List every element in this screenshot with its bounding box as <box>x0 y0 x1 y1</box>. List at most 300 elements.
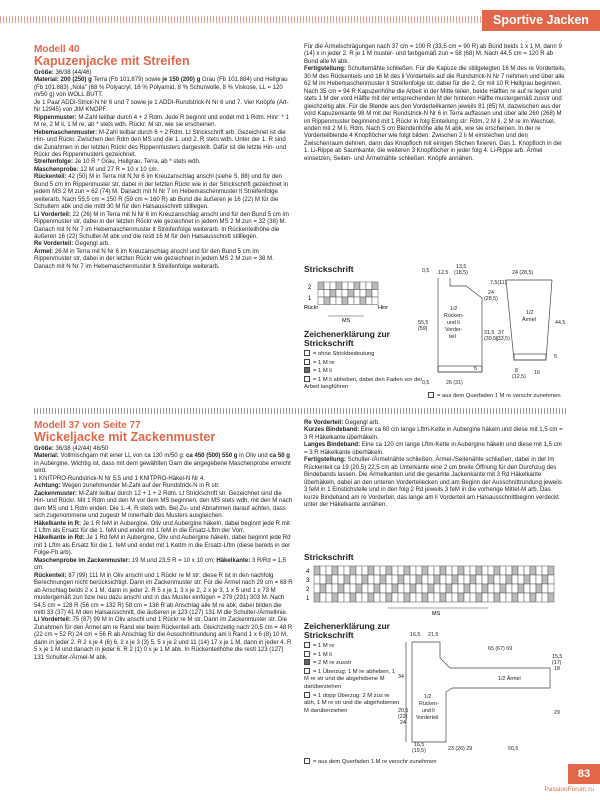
chart-cell <box>314 575 320 584</box>
chart-cell <box>464 566 470 575</box>
svg-text:Rücken-: Rücken- <box>444 313 464 319</box>
stitch-symbol-icon <box>304 642 310 648</box>
chart-cell <box>386 584 392 593</box>
chart-cell <box>326 593 332 602</box>
legend-item: = 1 M li abheben, dabei den Faden vor der Arbeit langführen <box>304 376 423 391</box>
svg-text:24: 24 <box>488 290 494 296</box>
chart-cell <box>354 282 360 290</box>
chart-cell <box>518 584 524 593</box>
chart-cell <box>500 584 506 593</box>
model37-kicker: Modell 37 von Seite 77 <box>34 420 141 431</box>
paragraph: Achtung: Wegen zunehmender M-Zahl auf der Rundstrick-N in R str. <box>34 483 220 490</box>
chart-cell <box>512 593 518 602</box>
chart-cell <box>512 584 518 593</box>
chart-cell <box>524 584 530 593</box>
chart-cell <box>476 593 482 602</box>
chart-cell <box>536 593 542 602</box>
chart-cell <box>350 584 356 593</box>
chart-cell <box>458 566 464 575</box>
chart-cell <box>336 282 342 290</box>
chart-cell <box>404 584 410 593</box>
svg-text:(19,5): (19,5) <box>412 748 426 754</box>
chart-cell <box>494 584 500 593</box>
paragraph: Zackenmuster: M-Zahl teilbar durch 12 + 1 + 2 Rdm. Lt Strickschrift str. Gezeichnet sind die Hin- und Rückr. Mit 1 Rdm und den M vor dem MS beginnen, den MS stets wdh, mit den M nach dem MS und 1 Rdm enden. Die 1.-4. R stets wdh. Bei Zu- und Abnahmen darauf achten, dass sich zugenommene und zugestr M innerhalb des Musters ausgleichen. <box>34 490 293 520</box>
svg-text:26 (31): 26 (31) <box>446 380 463 386</box>
svg-text:(17): (17) <box>552 660 562 666</box>
chart-cell <box>338 566 344 575</box>
chart-cell <box>434 593 440 602</box>
chart-cell <box>362 566 368 575</box>
chart-cell <box>350 575 356 584</box>
chart-cell <box>512 575 518 584</box>
chart-cell <box>336 290 342 298</box>
chart-cell <box>470 575 476 584</box>
stitch-symbol-icon <box>304 651 310 657</box>
chart-cell <box>506 575 512 584</box>
paragraph: Maschenprobe: 12 M und 27 R = 10 x 10 cm. <box>34 166 159 173</box>
page-number: 83 <box>568 764 600 784</box>
chart-row-2: 2 <box>308 285 312 291</box>
model40-chart-title: Strickschrift <box>304 264 354 274</box>
chart-cell <box>368 566 374 575</box>
chart-cell <box>422 575 428 584</box>
svg-text:20,5: 20,5 <box>398 708 409 714</box>
svg-text:7,5(11): 7,5(11) <box>490 280 507 286</box>
model40-stitch-chart <box>304 276 404 328</box>
svg-text:50,5: 50,5 <box>508 746 519 752</box>
section-divider <box>34 408 566 414</box>
chart-cell <box>386 575 392 584</box>
chart-cell <box>342 297 348 305</box>
chart-cell <box>332 575 338 584</box>
chart-cell <box>446 575 452 584</box>
chart-cell <box>542 575 548 584</box>
chart-cell <box>500 566 506 575</box>
svg-text:(59): (59) <box>418 326 428 332</box>
chart-cell <box>314 584 320 593</box>
page-header <box>0 0 600 34</box>
stitch-symbol-icon <box>304 350 310 356</box>
chart-cell <box>542 593 548 602</box>
svg-text:16,5: 16,5 <box>414 742 425 748</box>
svg-text:1/2: 1/2 <box>526 310 534 316</box>
chart-cell <box>428 584 434 593</box>
chart-cell <box>434 584 440 593</box>
chart-cell <box>392 584 398 593</box>
paragraph: 1 KNITPRO-Rundstrick-N Nr 5,5 und 1 KNITPRO-Häkel-N Nr 4. <box>34 475 206 482</box>
legend-item: = 1 Überzug: 1 M re abheben, 1 M re str und die abgehobene M darüberziehen <box>304 668 396 690</box>
svg-text:und li: und li <box>447 320 460 326</box>
chart-cell <box>458 593 464 602</box>
model37-right-column <box>304 420 566 509</box>
chart-cell <box>506 566 512 575</box>
chart-cell <box>372 282 378 290</box>
chart-cell <box>314 566 320 575</box>
paragraph: Li Vorderteil: 75 (87) 99 M in Oliv anschl und 1 Rückr re M str. Dann im Zackenmuster str. Die Zunahmen für den Ärmel am re Rand wie beim Rückenteil arb. Gleichzeitig nach 20,5 cm = 48 R (22 cm = 52 R) 24 cm = 56 R ab Anschlag für die Ausschnittrundung am li Rand 1 x 6 (8) 10 M, dann in jeder 2. R 2 x je 4 (6) 6, 2 x je 3 (3) 5, 5 x je 2 und 11 (14) 17 x je 1 M, dann in jeder 4. R 5 x je 1 M und danach in jeder 6. R 2 (1) 0 x je 1 M abk. In Rückenteilhöhe die restl 123 (127) 131 Schulter-/Ärmel-M abk. <box>34 617 293 661</box>
paragraph: Häkelkante in Rd: Je 1 Rd feM in Aubergine, Oliv und Aubergine häkeln, dabei beginnt jede Rd mit 1 Lftm als Ersatz für die 1. feM und endet mit 1 Kettm in die Ersatz-Lftm (diese bereits in der Folge-Fb arb). <box>34 535 291 557</box>
chart-cell <box>336 297 342 305</box>
model40-finishing-text <box>304 44 566 163</box>
paragraph: Ärmel: 26 M in Terra mit N Nr 6 im Kreuzanschlag anschl und für den Bund 5 cm im Rippenmuster str, dabei in der letzten Rückr wie gezeichnet in jedem MS 2 M zun = 38 M. Danach mit N Nr 7 im Hebemaschenmuster lt Streifenfolge weiterarb. <box>34 248 274 270</box>
svg-text:(33,5): (33,5) <box>496 336 510 342</box>
chart-cell <box>416 566 422 575</box>
chart-cell <box>524 575 530 584</box>
chart-cell <box>332 584 338 593</box>
chart-cell <box>342 290 348 298</box>
svg-text:8: 8 <box>515 368 518 374</box>
svg-text:Vorderteil: Vorderteil <box>416 715 439 721</box>
chart-cell <box>326 584 332 593</box>
svg-text:(30,5): (30,5) <box>484 336 498 342</box>
svg-text:Rücken-: Rücken- <box>419 701 439 707</box>
chart-grid <box>318 282 378 305</box>
chart-cell <box>320 566 326 575</box>
paragraph: Je 1 Paar ADDI-Strick-N Nr 6 und 7 sowie je 1 ADDI-Rundstrick-N Nr 6 und 7. Vier Knöpfe (Art-Nr 12945) von JIM KNOPF. <box>34 99 289 114</box>
chart-cell <box>372 290 378 298</box>
chart-cell <box>548 584 554 593</box>
svg-text:1/2: 1/2 <box>450 306 458 312</box>
chart-hinr: Hinr <box>378 305 389 311</box>
paragraph: Langes Bindeband: Eine ca 120 cm lange Lftm-Kette in Aubergine häkeln und diese mit 1,5 cm = 3 R Häkelkante überhäkeln. <box>304 442 562 456</box>
chart-cell <box>348 297 354 305</box>
paragraph: Hebemaschenmuster: M-Zahl teilbar durch 6 + 2 Rdm. Lt Strickschrift arb. Gezeichnet ist die Hin- und Rückr. Zwischen den Rdm den MS und die 1. und 2. R stets wdh. Unter der 1. R sind die Zunahmen in der letzten Rückr des Rippenmusters dargestellt. Dafür ist die letzte Hin- und Rückr des Rippenmusters gezeichnet. <box>34 129 287 158</box>
model37-finishing-text <box>304 420 566 509</box>
chart-cell <box>500 593 506 602</box>
chart-cell <box>452 593 458 602</box>
chart-cell <box>446 584 452 593</box>
chart-cell <box>366 290 372 298</box>
chart-cell <box>360 297 366 305</box>
chart-cell <box>530 593 536 602</box>
chart-cell <box>470 593 476 602</box>
paragraph: Rückenteil: 87 (99) 111 M in Oliv anschl und 1 Rückr re M str; diese R ist in den nachfolg Berechnungen nicht berücksichtigt. Dann im Zackenmuster str. Für die Ärmel nach 29 cm = 68 R ab Anschlag beids 2 x 1 M, dann in jeder 2. R 5 x je 1, 3 x je 2, 2 x je 3, 1 x 5 und 1 x 73 M mustergemäß zun bzw neu dazu anschl und in das Muster einfügen = 279 (291) 303 M. Nach 54,5 cm = 128 R (56 cm = 132 R) 58 cm = 136 R ab Anschlag alle M re abk, dabei bilden die mittl 33 (37) 41 M den Halsausschnitt, die äußeren je 123 (127) 131 M die Schulter-/Ärmellinie. <box>34 572 293 616</box>
chart-cell <box>410 566 416 575</box>
stitch-symbol-icon <box>304 376 310 382</box>
stitch-symbol-icon <box>304 692 310 698</box>
chart-cell <box>392 575 398 584</box>
chart-cell <box>518 593 524 602</box>
chart-cell <box>524 566 530 575</box>
model40-legend-items <box>304 350 424 392</box>
chart-cell <box>494 566 500 575</box>
legend-item: = 1 M li <box>304 651 400 660</box>
chart-cell <box>422 593 428 602</box>
svg-text:24: 24 <box>400 720 406 726</box>
paragraph: Maschenprobe im Zackenmuster: 19 M und 23,5 R = 10 x 10 cm; Häkelkante: 3 R/Rd = 1,5 cm. <box>34 557 287 572</box>
model40-left-column <box>34 44 294 271</box>
svg-text:16: 16 <box>534 370 540 376</box>
legend-item: = 1 M li <box>304 367 424 376</box>
model40-title: Kapuzenjacke mit Streifen <box>34 54 190 68</box>
chart-cell <box>344 584 350 593</box>
svg-text:5: 5 <box>554 354 557 360</box>
chart-cell <box>530 584 536 593</box>
chart-cell <box>380 575 386 584</box>
chart-cell <box>464 584 470 593</box>
model37-instructions <box>34 446 294 662</box>
chart-cell <box>368 593 374 602</box>
svg-text:23 (26) 29: 23 (26) 29 <box>448 746 473 752</box>
paragraph: Material: Vollmischgarn mit einer LL von ca 130 m/50 g: ca 450 (500) 550 g in Oliv und ca 50 g in Aubergine. Wichtig ist, dass mit dem gewählten Garn die angegebene Maschenprobe erreicht wird. <box>34 453 291 475</box>
chart-cell <box>386 566 392 575</box>
chart-cell <box>506 593 512 602</box>
svg-text:1/2: 1/2 <box>424 694 432 700</box>
chart-cell <box>380 584 386 593</box>
chart-cell <box>356 575 362 584</box>
chart-cell <box>326 566 332 575</box>
chart-cell <box>330 290 336 298</box>
chart-cell <box>354 297 360 305</box>
svg-text:3: 3 <box>306 578 310 584</box>
chart-cell <box>536 575 542 584</box>
model40-right-column <box>304 44 566 163</box>
chart-cell <box>488 566 494 575</box>
chart-cell <box>536 566 542 575</box>
paragraph: Re Vorderteil: Gegengl arb. <box>304 420 380 426</box>
chart-cell <box>368 584 374 593</box>
chart-cell <box>422 584 428 593</box>
chart-cell <box>452 584 458 593</box>
model40-schematic <box>418 262 568 390</box>
chart-cell <box>386 593 392 602</box>
paragraph: Fertigstellung: Schulternähte schließen. Für die Kapuze die stillgelegten 16 M des re Vorderteils, 30 M des Rückenteils und 16 M des li Vorderteils auf die Rundstrick-N Nr 7 nehmen und über alle 62 M im Hebemaschenmuster lt Streifenfolge str, dabei für die 2. Gr mit 10 R Hellgrau beginnen. Nach 35 cm = 94 R Kapuzenhöhe die Arbeit in der Mitte teilen, beide Hälften re auf re legen und stets 1 M der vord Hälfte mit der entsprechenden M der hinteren Hälfte mustergemäß zusstr und gleichzeitig abk. Für die Blende aus den Vorderteilkanten jeweils 81 (85) M, dazwischen aus der vord Kapuzenkante 98 M mit der Rundstrick-N Nr 6 in Terra auffassen und über alle 260 (268) M im Rippenmuster beginnend mit 1 Rückr in folg Einteilung str: Rdm, 2 M li, 2 M re im Wechsel, enden mit 2 M li, Rdm. Nach 5 cm Blendenhöhe alle M abk, wie sie erscheinen. In der re Vorderteilblende 4 Knopflöcher wie folgt bilden: Zwischen 2 li M einstechen und den Zwischenraum dehnen, dann das Knopfloch mit einigen Stichen fixieren. Das 1. Knopfloch in der 1. Li-Rippe ab Saumkante, die weiteren 3 Knopflöcher in jeder folg 4. Li-Rippe arb. Ärmel einsetzen, Seiten- und Ärmelnähte schließen. Knöpfe annähen. <box>304 66 566 162</box>
chart-cell <box>350 593 356 602</box>
chart-cell <box>338 593 344 602</box>
chart-cell <box>318 297 324 305</box>
chart-cell <box>548 566 554 575</box>
chart-cell <box>324 297 330 305</box>
chart-cell <box>542 566 548 575</box>
chart-cell <box>548 593 554 602</box>
chart-cell <box>476 566 482 575</box>
svg-text:5: 5 <box>474 366 477 372</box>
chart-cell <box>398 575 404 584</box>
chart-cell <box>434 566 440 575</box>
chart-cell <box>318 282 324 290</box>
model40-instructions <box>34 70 294 271</box>
legend-item: = 1 dopp Überzug: 2 M zus re abh, 1 M re str und die abgehobenen M darüberziehen <box>304 692 400 714</box>
chart-cell <box>392 566 398 575</box>
chart-cell <box>374 593 380 602</box>
chart-cell <box>416 593 422 602</box>
model37-chart-title: Strickschrift <box>304 552 354 562</box>
model37-legend-items <box>304 642 400 715</box>
chart-cell <box>458 584 464 593</box>
model40-legend-note: = aus dem Querfaden 1 M re verschr zunehmen <box>428 392 568 401</box>
svg-text:MS: MS <box>432 611 441 616</box>
chart-cell <box>348 282 354 290</box>
chart-cell <box>482 584 488 593</box>
model37-legend <box>304 622 400 715</box>
chart-cell <box>356 566 362 575</box>
chart-cell <box>362 584 368 593</box>
svg-text:2: 2 <box>306 587 310 593</box>
chart-cell <box>446 593 452 602</box>
chart-grid <box>314 566 554 602</box>
model37-stitch-chart <box>304 564 566 616</box>
chart-cell <box>428 566 434 575</box>
chart-cell <box>332 566 338 575</box>
paragraph: Für die Ärmelschrägungen nach 37 cm = 100 R (33,5 cm = 90 R) ab Bund beids 1 x 1 M, dann 9 (14) x in jeder 2. R je 1 M muster- und farbgemäß zun = 58 (68) M. Nach 44,5 cm = 120 R ab Bund alle M abk. <box>304 44 562 65</box>
chart-cell <box>404 575 410 584</box>
chart-cell <box>342 282 348 290</box>
chart-cell <box>476 584 482 593</box>
chart-cell <box>434 575 440 584</box>
chart-cell <box>398 566 404 575</box>
svg-text:0,5: 0,5 <box>422 380 430 386</box>
header-dotted-rule <box>0 16 484 23</box>
chart-cell <box>416 575 422 584</box>
chart-cell <box>428 575 434 584</box>
chart-ms: MS <box>342 318 351 324</box>
sleeve-bund <box>514 354 546 360</box>
chart-cell <box>404 566 410 575</box>
chart-cell <box>488 575 494 584</box>
model40-legend-title: Zeichenerklärung zur Strickschrift <box>304 329 390 348</box>
chart-cell <box>428 593 434 602</box>
chart-cell <box>362 593 368 602</box>
chart-cell <box>458 575 464 584</box>
chart-cell <box>320 593 326 602</box>
chart-cell <box>452 575 458 584</box>
chart-cell <box>320 575 326 584</box>
chart-cell <box>542 584 548 593</box>
svg-text:0,5: 0,5 <box>422 268 430 274</box>
model40-legend <box>304 330 424 392</box>
model37-legend-note: = aus dem Querfaden 1 M re verschr zunehmen <box>304 758 564 767</box>
svg-text:37: 37 <box>498 330 504 336</box>
svg-text:15,5: 15,5 <box>552 654 563 660</box>
chart-cell <box>368 575 374 584</box>
chart-cell <box>464 593 470 602</box>
chart-cell <box>374 575 380 584</box>
chart-cell <box>318 290 324 298</box>
chart-cell <box>494 593 500 602</box>
svg-text:1: 1 <box>306 596 310 602</box>
paragraph: Li Vorderteil: 22 (26) M in Terra mit N Nr 6 im Kreuzanschlag anschl und für den Bund 5 cm im Rippenmuster str, dabei in der letzten Rückr wie gezeichnet in jedem MS 2 M zun = 32 (38) M. Danach mit N Nr 7 im Hebemaschenmuster lt Streifenfolge weiterarb. In Rückenteilhöhe die äußeren 16 (22) Schulter-M abk und die restl 16 M für den Halsausschnitt stilllegen. <box>34 211 289 240</box>
model37-schematic <box>398 628 568 756</box>
paragraph: Material: 200 (250) g Terra (Fb 101.879) sowie je 150 (200) g Grau (Fb 101.884) und Hellgrau (Fb 101.883) „Nola" (68 % Polyacryl, 16 % Polyamid, 8 % Schurwolle, 8 % Viskose, LL = 120 m/50 g) von WOLL BUTT. <box>34 77 288 99</box>
svg-text:(12,5): (12,5) <box>512 374 526 380</box>
chart-cell <box>324 290 330 298</box>
svg-text:Ärmel: Ärmel <box>522 317 536 323</box>
chart-cell <box>374 584 380 593</box>
chart-cell <box>380 593 386 602</box>
chart-cell <box>464 575 470 584</box>
front-sleeve-outline <box>412 642 550 742</box>
chart-cell <box>360 282 366 290</box>
chart-cell <box>410 575 416 584</box>
chart-cell <box>326 575 332 584</box>
chart-cell <box>530 566 536 575</box>
chart-cell <box>348 290 354 298</box>
svg-text:(22): (22) <box>398 714 408 720</box>
chart-cell <box>344 566 350 575</box>
chart-cell <box>470 566 476 575</box>
chart-cell <box>374 566 380 575</box>
chart-cell <box>482 593 488 602</box>
svg-text:24 (28,5): 24 (28,5) <box>512 270 534 276</box>
chart-row-1: 1 <box>308 296 312 302</box>
legend-item: = 2 M re zusstr <box>304 659 400 668</box>
chart-cell <box>440 584 446 593</box>
chart-cell <box>440 575 446 584</box>
chart-cell <box>500 575 506 584</box>
chart-cell <box>476 575 482 584</box>
svg-text:4: 4 <box>306 569 310 575</box>
chart-cell <box>470 584 476 593</box>
chart-cell <box>518 566 524 575</box>
chart-cell <box>314 593 320 602</box>
legend-item: = 1 M re <box>304 359 424 368</box>
chart-cell <box>380 566 386 575</box>
legend-item: = ohne Strickbedeutung <box>304 350 424 359</box>
chart-rueckr: Rückr <box>304 305 319 311</box>
svg-text:(28,5): (28,5) <box>484 296 498 302</box>
back-front-outline <box>438 278 482 372</box>
svg-text:34: 34 <box>398 674 404 680</box>
svg-text:65 (67) 69: 65 (67) 69 <box>488 646 513 652</box>
chart-cell <box>488 593 494 602</box>
chart-cell <box>392 593 398 602</box>
chart-cell <box>350 566 356 575</box>
model40-kicker: Modell 40 <box>34 44 80 55</box>
chart-cell <box>366 282 372 290</box>
chart-cell <box>356 584 362 593</box>
chart-cell <box>398 584 404 593</box>
chart-cell <box>440 593 446 602</box>
chart-cell <box>518 575 524 584</box>
chart-cell <box>372 297 378 305</box>
chart-cell <box>524 593 530 602</box>
chart-cell <box>344 575 350 584</box>
paragraph: Fertigstellung: Schulter-/Ärmelnähte schließen. Ärmel-/Seitenähte schließen, dabei in der im Rückenteil ca 19 (20,5) 22,5 cm ab Unterkante eine 2 cm breite Öffnung für den Durchzug des Bindebands lassen. Die Ärmelkanten und die gesamte Jackenkante mit 3 Rd Häkelkante überhäkeln, dabei an den unteren Vorderteilecken und am Beginn der Ausschnittrundung jeweils 3 feM in 1 Einstichstelle und in den folg 2 Rd jeweils 3 feM in die vorherige Mittel-M arb. Das kurze Bindeband am re Vorderteil, das lange am li Vorderteil am Halsausschnittbeginn verdeckt unter der Häkelkante annähen. <box>304 457 562 508</box>
paragraph: Kurzes Bindeband: Eine ca 60 cm lange Lftm-Kette in Aubergine häkeln und diese mit 1,5 cm = 3 R Häkelkante überhäkeln. <box>304 427 563 441</box>
chart-cell <box>536 584 542 593</box>
paragraph: Rippenmuster: M-Zahl teilbar durch 4 + 2 Rdm. Jede R beginnt und endet mit 1 Rdm. Hinr: * 1 M re, 2 M li, 1 M re, ab * stets wdh. Rückr: M str, wie sie erscheinen. <box>34 114 289 129</box>
svg-text:21,5: 21,5 <box>428 632 439 638</box>
chart-cell <box>482 566 488 575</box>
svg-text:Vorder-: Vorder- <box>445 327 463 333</box>
svg-text:13,5: 13,5 <box>456 264 467 270</box>
chart-cell <box>410 584 416 593</box>
increase-symbol-icon <box>428 392 434 398</box>
chart-cell <box>330 282 336 290</box>
section-title: Sportive Jacken <box>482 10 600 31</box>
chart-cell <box>404 593 410 602</box>
svg-text:1/2 Ärmel: 1/2 Ärmel <box>498 676 521 682</box>
chart-cell <box>416 584 422 593</box>
svg-text:55,5: 55,5 <box>418 320 429 326</box>
svg-text:29: 29 <box>554 710 560 716</box>
chart-cell <box>494 575 500 584</box>
svg-text:und li: und li <box>422 708 435 714</box>
svg-text:16,5: 16,5 <box>410 632 421 638</box>
chart-cell <box>356 593 362 602</box>
model37-legend-title: Zeichenerklärung zur Strickschrift <box>304 621 390 640</box>
chart-cell <box>360 290 366 298</box>
stitch-symbol-icon <box>304 659 310 665</box>
chart-cell <box>512 566 518 575</box>
chart-cell <box>320 584 326 593</box>
model37-title: Wickeljacke mit Zackenmuster <box>34 430 216 444</box>
chart-cell <box>422 566 428 575</box>
chart-cell <box>410 593 416 602</box>
paragraph: Größe: 36/38 (44/46) <box>34 70 92 76</box>
model37-left-column <box>34 420 294 662</box>
chart-cell <box>362 575 368 584</box>
chart-cell <box>332 593 338 602</box>
